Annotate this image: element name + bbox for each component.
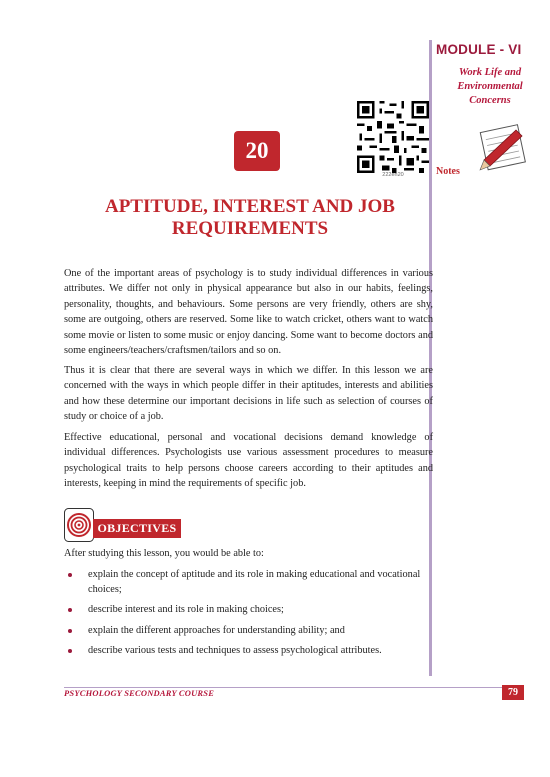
module-subtitle-line: Work Life and: [458, 67, 522, 78]
bullet-icon: [68, 608, 72, 612]
list-item: [64, 624, 433, 639]
objectives-heading: OBJECTIVES: [93, 519, 181, 538]
bullet-icon: [68, 573, 72, 577]
qr-code: [357, 101, 429, 173]
bullet-icon: [68, 649, 72, 653]
list-item-text: describe various tests and techniques to assess psychological attributes.: [88, 645, 382, 656]
list-item: [64, 644, 433, 659]
objectives-list: [64, 568, 433, 665]
lesson-title: [64, 196, 436, 240]
bullet-icon: [68, 629, 72, 633]
notes-label: Notes: [436, 166, 460, 177]
target-icon: [64, 508, 94, 542]
module-subtitle-line: Concerns: [469, 95, 511, 106]
list-item: [64, 568, 433, 597]
page-number: 79: [502, 685, 524, 700]
notepad-pen-icon: [476, 120, 534, 172]
list-item-text: describe interest and its role in making choices;: [88, 604, 284, 615]
lesson-title-line: APTITUDE, INTEREST AND JOB: [104, 196, 395, 217]
lesson-number: 20: [234, 131, 280, 171]
course-name: PSYCHOLOGY SECONDARY COURSE: [64, 688, 215, 698]
body-paragraph: Effective educational, personal and vocational decisions demand knowledge of individual differences. Psychologists use various assessment procedures to measure psychological traits to help persons choose careers according to their aptitudes and interests, keeping in mind the requirements of specific job.: [64, 432, 433, 490]
list-item-text: explain the concept of aptitude and its role in making educational and vocational choices;: [88, 569, 421, 595]
list-item: [64, 603, 433, 618]
body-paragraph: One of the important areas of psychology is to study individual differences in various attributes. We differ not only in physical appearance but also in our habits, feelings, personality, thoughts, and behaviours. Some persons are very friendly, others are shy, some are outgoing, others are reserved. Some like to watch cricket, others want to watch some movie or listen to some music or enjoy dancing. Some want to become doctors and some engineers/teachers/craftsmen/tailors and so on.: [64, 268, 433, 357]
module-subtitle: [436, 66, 544, 108]
objectives-intro: After studying this lesson, you would be able to:: [64, 548, 264, 559]
qr-code-text: 222en20: [382, 172, 404, 178]
lesson-title-line: REQUIREMENTS: [171, 218, 329, 239]
body-paragraph: Thus it is clear that there are several ways in which we differ. In this lesson we are concerned with the ways in which people differ in their aptitudes, interests and abilities and how these determine our important decisions in life such as selection of courses of study or choice of a job.: [64, 365, 433, 423]
module-subtitle-line: Environmental: [457, 81, 523, 92]
module-title: MODULE - VI: [436, 42, 522, 57]
list-item-text: explain the different approaches for understanding ability; and: [88, 624, 345, 636]
